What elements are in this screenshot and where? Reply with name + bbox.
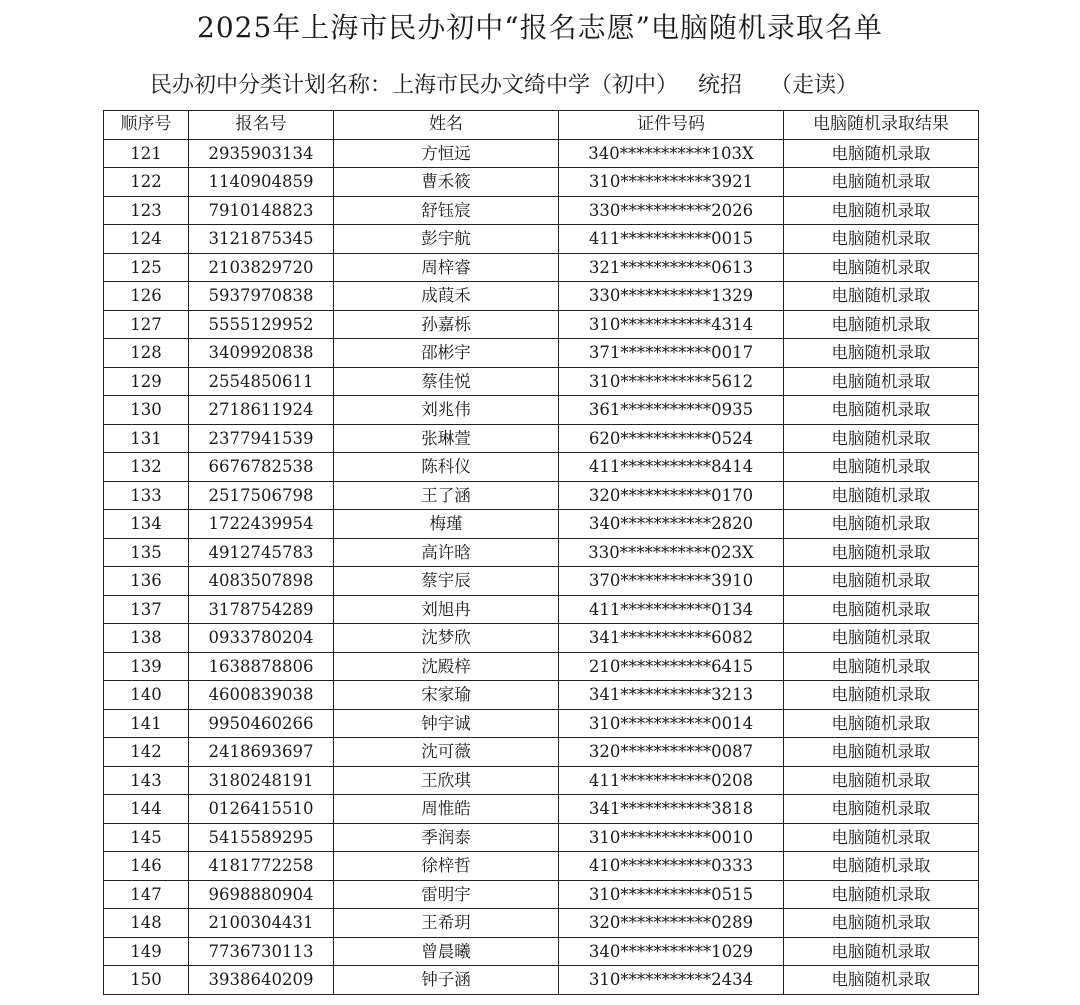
table-row xyxy=(104,168,979,197)
cell-id-number: 310***********4314 xyxy=(559,310,784,339)
cell-registration-number: 6676782538 xyxy=(189,453,334,482)
header-id-number: 证件号码 xyxy=(559,111,784,140)
plan-info xyxy=(150,68,858,99)
cell-sequence: 123 xyxy=(104,196,189,225)
cell-sequence: 148 xyxy=(104,909,189,938)
page-title: 2025年上海市民办初中“报名志愿”电脑随机录取名单 xyxy=(197,11,883,44)
cell-id-number: 341***********6082 xyxy=(559,624,784,653)
admission-table xyxy=(103,110,979,995)
cell-name: 蔡佳悦 xyxy=(334,367,559,396)
cell-sequence: 147 xyxy=(104,880,189,909)
cell-sequence: 142 xyxy=(104,738,189,767)
cell-name: 周梓睿 xyxy=(334,253,559,282)
cell-name: 舒钰宸 xyxy=(334,196,559,225)
cell-sequence: 122 xyxy=(104,168,189,197)
cell-sequence: 138 xyxy=(104,624,189,653)
cell-id-number: 310***********0014 xyxy=(559,709,784,738)
cell-result: 电脑随机录取 xyxy=(784,282,979,311)
cell-sequence: 127 xyxy=(104,310,189,339)
cell-sequence: 139 xyxy=(104,652,189,681)
cell-id-number: 370***********3910 xyxy=(559,567,784,596)
table-row xyxy=(104,510,979,539)
cell-registration-number: 2718611924 xyxy=(189,396,334,425)
cell-id-number: 340***********103X xyxy=(559,139,784,168)
table-row xyxy=(104,937,979,966)
table-row xyxy=(104,795,979,824)
cell-sequence: 126 xyxy=(104,282,189,311)
table-body xyxy=(104,139,979,994)
cell-name: 成葭禾 xyxy=(334,282,559,311)
cell-result: 电脑随机录取 xyxy=(784,823,979,852)
table-row xyxy=(104,538,979,567)
cell-result: 电脑随机录取 xyxy=(784,909,979,938)
table-row xyxy=(104,624,979,653)
cell-registration-number: 3938640209 xyxy=(189,966,334,995)
cell-id-number: 320***********0170 xyxy=(559,481,784,510)
cell-registration-number: 7736730113 xyxy=(189,937,334,966)
table-row xyxy=(104,652,979,681)
cell-name: 曾晨曦 xyxy=(334,937,559,966)
cell-name: 王欣琪 xyxy=(334,766,559,795)
cell-result: 电脑随机录取 xyxy=(784,880,979,909)
cell-name: 沈可薇 xyxy=(334,738,559,767)
table-row xyxy=(104,909,979,938)
cell-result: 电脑随机录取 xyxy=(784,168,979,197)
cell-result: 电脑随机录取 xyxy=(784,624,979,653)
cell-result: 电脑随机录取 xyxy=(784,396,979,425)
cell-name: 彭宇航 xyxy=(334,225,559,254)
table-row xyxy=(104,253,979,282)
cell-result: 电脑随机录取 xyxy=(784,139,979,168)
cell-result: 电脑随机录取 xyxy=(784,453,979,482)
cell-id-number: 341***********3213 xyxy=(559,681,784,710)
table-row xyxy=(104,966,979,995)
cell-name: 高许晗 xyxy=(334,538,559,567)
cell-registration-number: 1638878806 xyxy=(189,652,334,681)
cell-registration-number: 2377941539 xyxy=(189,424,334,453)
table-row xyxy=(104,738,979,767)
cell-registration-number: 2554850611 xyxy=(189,367,334,396)
cell-sequence: 132 xyxy=(104,453,189,482)
cell-name: 刘旭冉 xyxy=(334,595,559,624)
cell-id-number: 330***********023X xyxy=(559,538,784,567)
cell-id-number: 310***********0515 xyxy=(559,880,784,909)
cell-id-number: 330***********1329 xyxy=(559,282,784,311)
cell-registration-number: 5415589295 xyxy=(189,823,334,852)
cell-registration-number: 3121875345 xyxy=(189,225,334,254)
cell-sequence: 134 xyxy=(104,510,189,539)
cell-registration-number: 1722439954 xyxy=(189,510,334,539)
header-sequence: 顺序号 xyxy=(104,111,189,140)
cell-result: 电脑随机录取 xyxy=(784,481,979,510)
table-row xyxy=(104,880,979,909)
cell-name: 雷明宇 xyxy=(334,880,559,909)
cell-sequence: 129 xyxy=(104,367,189,396)
cell-sequence: 124 xyxy=(104,225,189,254)
plan-mode: （走读） xyxy=(770,73,859,98)
cell-sequence: 125 xyxy=(104,253,189,282)
table-row xyxy=(104,453,979,482)
cell-name: 陈科仪 xyxy=(334,453,559,482)
cell-registration-number: 5937970838 xyxy=(189,282,334,311)
cell-result: 电脑随机录取 xyxy=(784,738,979,767)
cell-name: 刘兆伟 xyxy=(334,396,559,425)
cell-registration-number: 4181772258 xyxy=(189,852,334,881)
cell-id-number: 361***********0935 xyxy=(559,396,784,425)
cell-name: 沈殿梓 xyxy=(334,652,559,681)
cell-result: 电脑随机录取 xyxy=(784,766,979,795)
cell-sequence: 133 xyxy=(104,481,189,510)
cell-id-number: 340***********1029 xyxy=(559,937,784,966)
cell-sequence: 140 xyxy=(104,681,189,710)
cell-sequence: 150 xyxy=(104,966,189,995)
cell-result: 电脑随机录取 xyxy=(784,424,979,453)
table-row xyxy=(104,852,979,881)
table-row xyxy=(104,709,979,738)
cell-registration-number: 2418693697 xyxy=(189,738,334,767)
table-row xyxy=(104,282,979,311)
cell-result: 电脑随机录取 xyxy=(784,652,979,681)
cell-registration-number: 3409920838 xyxy=(189,339,334,368)
plan-name: 民办初中分类计划名称：上海市民办文绮中学（初中） xyxy=(150,73,679,98)
cell-result: 电脑随机录取 xyxy=(784,966,979,995)
cell-name: 王了涵 xyxy=(334,481,559,510)
cell-name: 沈梦欣 xyxy=(334,624,559,653)
cell-result: 电脑随机录取 xyxy=(784,852,979,881)
cell-registration-number: 4600839038 xyxy=(189,681,334,710)
table-row xyxy=(104,595,979,624)
cell-sequence: 121 xyxy=(104,139,189,168)
cell-id-number: 310***********5612 xyxy=(559,367,784,396)
cell-registration-number: 2517506798 xyxy=(189,481,334,510)
cell-name: 徐梓哲 xyxy=(334,852,559,881)
table-row xyxy=(104,139,979,168)
cell-id-number: 310***********0010 xyxy=(559,823,784,852)
cell-name: 张琳萱 xyxy=(334,424,559,453)
cell-id-number: 210***********6415 xyxy=(559,652,784,681)
cell-sequence: 149 xyxy=(104,937,189,966)
table-row xyxy=(104,481,979,510)
cell-result: 电脑随机录取 xyxy=(784,225,979,254)
cell-id-number: 330***********2026 xyxy=(559,196,784,225)
cell-sequence: 130 xyxy=(104,396,189,425)
cell-result: 电脑随机录取 xyxy=(784,367,979,396)
cell-registration-number: 3178754289 xyxy=(189,595,334,624)
header-registration-number: 报名号 xyxy=(189,111,334,140)
table-header-row xyxy=(104,111,979,140)
cell-id-number: 310***********3921 xyxy=(559,168,784,197)
cell-result: 电脑随机录取 xyxy=(784,709,979,738)
header-result: 电脑随机录取结果 xyxy=(784,111,979,140)
cell-id-number: 310***********2434 xyxy=(559,966,784,995)
cell-result: 电脑随机录取 xyxy=(784,538,979,567)
cell-sequence: 146 xyxy=(104,852,189,881)
cell-result: 电脑随机录取 xyxy=(784,795,979,824)
header-name: 姓名 xyxy=(334,111,559,140)
cell-sequence: 137 xyxy=(104,595,189,624)
table-row xyxy=(104,823,979,852)
cell-registration-number: 3180248191 xyxy=(189,766,334,795)
cell-result: 电脑随机录取 xyxy=(784,595,979,624)
cell-name: 方恒远 xyxy=(334,139,559,168)
cell-registration-number: 4083507898 xyxy=(189,567,334,596)
cell-registration-number: 2100304431 xyxy=(189,909,334,938)
cell-id-number: 411***********8414 xyxy=(559,453,784,482)
table-row xyxy=(104,367,979,396)
cell-id-number: 620***********0524 xyxy=(559,424,784,453)
cell-id-number: 340***********2820 xyxy=(559,510,784,539)
cell-name: 曹禾筱 xyxy=(334,168,559,197)
cell-id-number: 320***********0289 xyxy=(559,909,784,938)
cell-name: 邵彬宇 xyxy=(334,339,559,368)
cell-name: 梅瑾 xyxy=(334,510,559,539)
cell-name: 蔡宇辰 xyxy=(334,567,559,596)
cell-sequence: 141 xyxy=(104,709,189,738)
cell-result: 电脑随机录取 xyxy=(784,339,979,368)
cell-name: 钟宇诚 xyxy=(334,709,559,738)
cell-result: 电脑随机录取 xyxy=(784,310,979,339)
table-row xyxy=(104,310,979,339)
cell-result: 电脑随机录取 xyxy=(784,937,979,966)
cell-registration-number: 5555129952 xyxy=(189,310,334,339)
cell-id-number: 411***********0134 xyxy=(559,595,784,624)
cell-name: 孙嘉栎 xyxy=(334,310,559,339)
table-row xyxy=(104,766,979,795)
cell-sequence: 131 xyxy=(104,424,189,453)
cell-sequence: 143 xyxy=(104,766,189,795)
cell-registration-number: 9698880904 xyxy=(189,880,334,909)
cell-registration-number: 2935903134 xyxy=(189,139,334,168)
cell-sequence: 145 xyxy=(104,823,189,852)
cell-registration-number: 0933780204 xyxy=(189,624,334,653)
table-row xyxy=(104,225,979,254)
cell-sequence: 128 xyxy=(104,339,189,368)
table-row xyxy=(104,339,979,368)
cell-name: 周惟皓 xyxy=(334,795,559,824)
cell-registration-number: 1140904859 xyxy=(189,168,334,197)
cell-name: 季润泰 xyxy=(334,823,559,852)
cell-registration-number: 7910148823 xyxy=(189,196,334,225)
cell-result: 电脑随机录取 xyxy=(784,510,979,539)
cell-id-number: 320***********0087 xyxy=(559,738,784,767)
cell-registration-number: 0126415510 xyxy=(189,795,334,824)
cell-id-number: 371***********0017 xyxy=(559,339,784,368)
table-row xyxy=(104,396,979,425)
cell-sequence: 136 xyxy=(104,567,189,596)
cell-registration-number: 9950460266 xyxy=(189,709,334,738)
cell-registration-number: 4912745783 xyxy=(189,538,334,567)
cell-id-number: 410***********0333 xyxy=(559,852,784,881)
cell-name: 钟子涵 xyxy=(334,966,559,995)
table-row xyxy=(104,567,979,596)
cell-result: 电脑随机录取 xyxy=(784,567,979,596)
cell-sequence: 135 xyxy=(104,538,189,567)
cell-result: 电脑随机录取 xyxy=(784,253,979,282)
cell-result: 电脑随机录取 xyxy=(784,196,979,225)
plan-type: 统招 xyxy=(698,73,743,98)
cell-name: 宋家瑜 xyxy=(334,681,559,710)
cell-id-number: 411***********0208 xyxy=(559,766,784,795)
cell-name: 王希玥 xyxy=(334,909,559,938)
cell-sequence: 144 xyxy=(104,795,189,824)
admission-table-container xyxy=(103,110,978,995)
cell-id-number: 411***********0015 xyxy=(559,225,784,254)
cell-registration-number: 2103829720 xyxy=(189,253,334,282)
table-row xyxy=(104,681,979,710)
cell-result: 电脑随机录取 xyxy=(784,681,979,710)
cell-id-number: 321***********0613 xyxy=(559,253,784,282)
table-row xyxy=(104,424,979,453)
cell-id-number: 341***********3818 xyxy=(559,795,784,824)
table-row xyxy=(104,196,979,225)
